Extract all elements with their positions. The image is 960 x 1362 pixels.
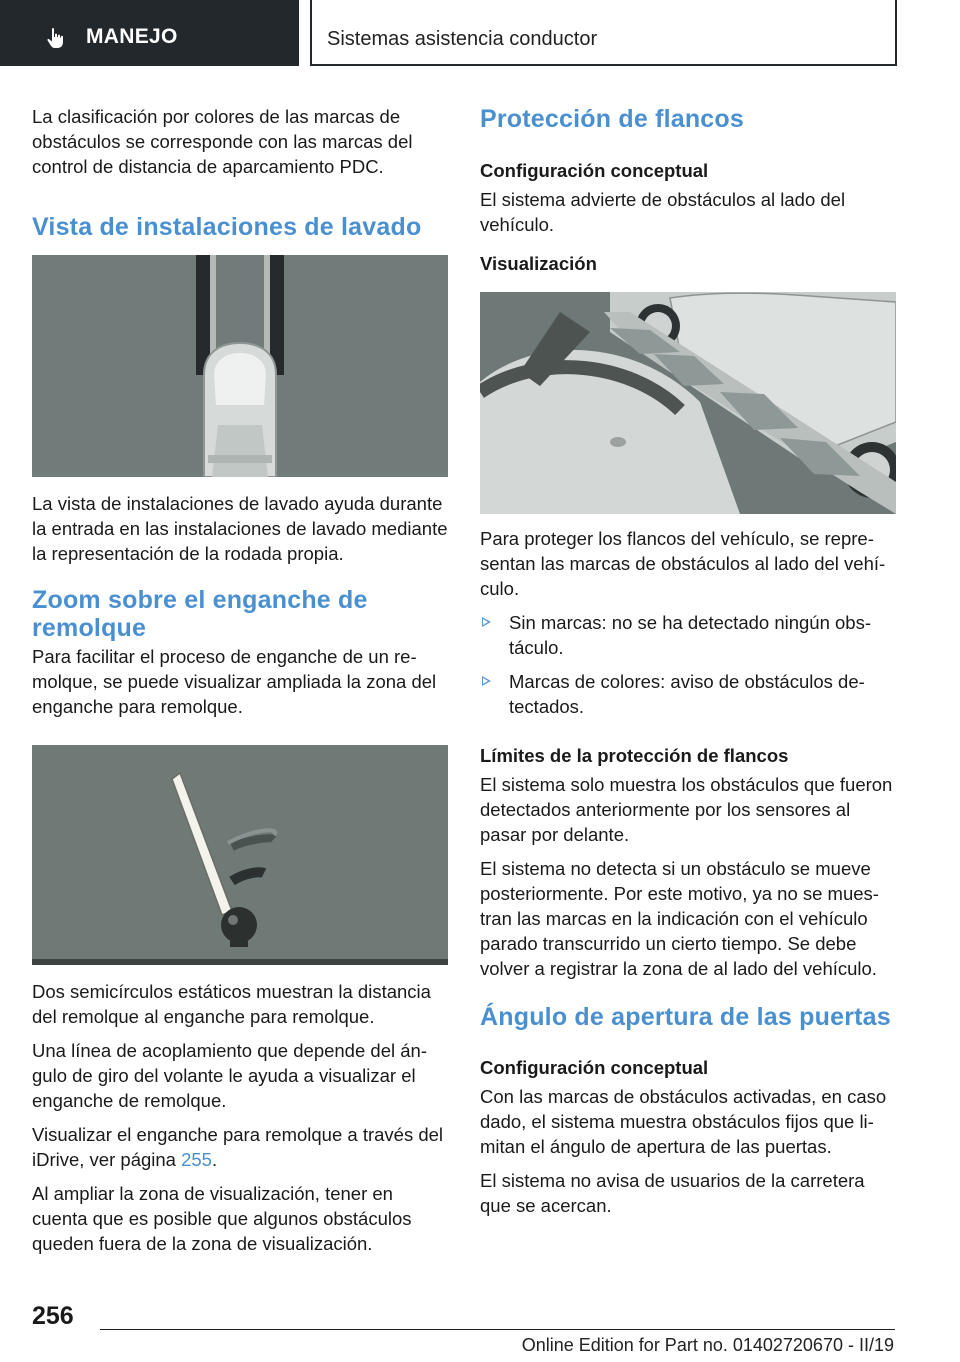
hand-pointer-icon bbox=[44, 26, 68, 50]
left-column bbox=[32, 100, 448, 1256]
heading-angulo: Ángulo de apertura de las puertas bbox=[480, 1003, 891, 1031]
intro-paragraph: La clasificación por colores de las marcas de obstáculos se corresponde con las marcas del control de distancia de aparcamiento PDC. bbox=[32, 106, 413, 177]
chapter-title: Sistemas asistencia conductor bbox=[327, 28, 598, 50]
visualizar-end: . bbox=[211, 1149, 218, 1170]
bullet-text: Marcas de colores: aviso de obstáculos detectados. bbox=[509, 671, 865, 717]
section-tab bbox=[0, 0, 299, 66]
bullet-item bbox=[480, 669, 896, 719]
visualizar-text: Visualizar el enganche para remolque a través del iDrive, ver página bbox=[32, 1124, 444, 1170]
visualizar-paragraph bbox=[32, 1122, 448, 1172]
heading-flancos: Protección de flancos bbox=[480, 105, 744, 133]
page-link-255[interactable]: 255 bbox=[181, 1149, 212, 1170]
proteger-paragraph: Para proteger los flancos del vehículo, se representan las marcas de obstáculos al lado del vehículo. bbox=[480, 528, 886, 599]
heading-lavado: Vista de instalaciones de lavado bbox=[32, 213, 422, 241]
chapter-header bbox=[311, 0, 897, 66]
heading-zoom: Zoom sobre el enganche de remolque bbox=[32, 586, 368, 642]
linea-paragraph: Una línea de acoplamiento que depende del ángulo de giro del volante le ayuda a visualizar el enganche de remolque. bbox=[32, 1040, 427, 1111]
right-column bbox=[480, 100, 896, 1218]
subheading-visualizacion: Visualización bbox=[480, 253, 597, 274]
footer-divider bbox=[100, 1329, 895, 1330]
figure-hitch-zoom bbox=[32, 745, 448, 965]
configuracion-paragraph-2: Con las marcas de obstáculos activadas, en caso dado, el sistema muestra obstáculos fijos que limitan el ángulo de apertura de las puertas. bbox=[480, 1086, 887, 1157]
limites-paragraph-1: El sistema solo muestra los obstáculos que fueron detectados anteriormente por los sensores al pasar por delante. bbox=[480, 774, 893, 845]
triangle-bullet-icon bbox=[482, 617, 491, 627]
bullet-text: Sin marcas: no se ha detectado ningún obstáculo. bbox=[509, 612, 872, 658]
lavado-paragraph: La vista de instalaciones de lavado ayuda durante la entrada en las instalaciones de lavado mediante la representación de la rodada propia. bbox=[32, 493, 448, 564]
ampliar-paragraph: Al ampliar la zona de visualización, tener en cuenta que es posible que algunos obstáculos queden fuera de la zona de visualización. bbox=[32, 1183, 412, 1254]
section-label: MANEJO bbox=[86, 25, 178, 48]
triangle-bullet-icon bbox=[482, 676, 491, 686]
limites-paragraph-2: El sistema no detecta si un obstáculo se mueve posteriormente. Por este motivo, ya no se muestran las marcas en la indicación con el vehículo parado transcurrido un cierto tiempo. Se debe volver a registrar la zona de al lado del vehículo. bbox=[480, 858, 879, 979]
configuracion-paragraph-1: El sistema advierte de obstáculos al lado del vehículo. bbox=[480, 189, 846, 235]
subheading-configuracion-2: Configuración conceptual bbox=[480, 1057, 709, 1078]
bullet-item bbox=[480, 610, 896, 660]
semicirculos-paragraph: Dos semicírculos estáticos muestran la distancia del remolque al enganche para remolque. bbox=[32, 981, 431, 1027]
subheading-limites: Límites de la protección de flancos bbox=[480, 745, 789, 766]
figure-car-wash-view bbox=[32, 255, 448, 477]
page-number: 256 bbox=[32, 1302, 74, 1330]
zoom-paragraph: Para facilitar el proceso de enganche de un remolque, se puede visualizar ampliada la zona del enganche para remolque. bbox=[32, 646, 437, 717]
configuracion-paragraph-3: El sistema no avisa de usuarios de la carretera que se acercan. bbox=[480, 1170, 865, 1216]
subheading-configuracion-1: Configuración conceptual bbox=[480, 160, 709, 181]
edition-note: Online Edition for Part no. 01402720670 - II/19 bbox=[521, 1335, 894, 1355]
figure-flank-protection bbox=[480, 292, 896, 514]
